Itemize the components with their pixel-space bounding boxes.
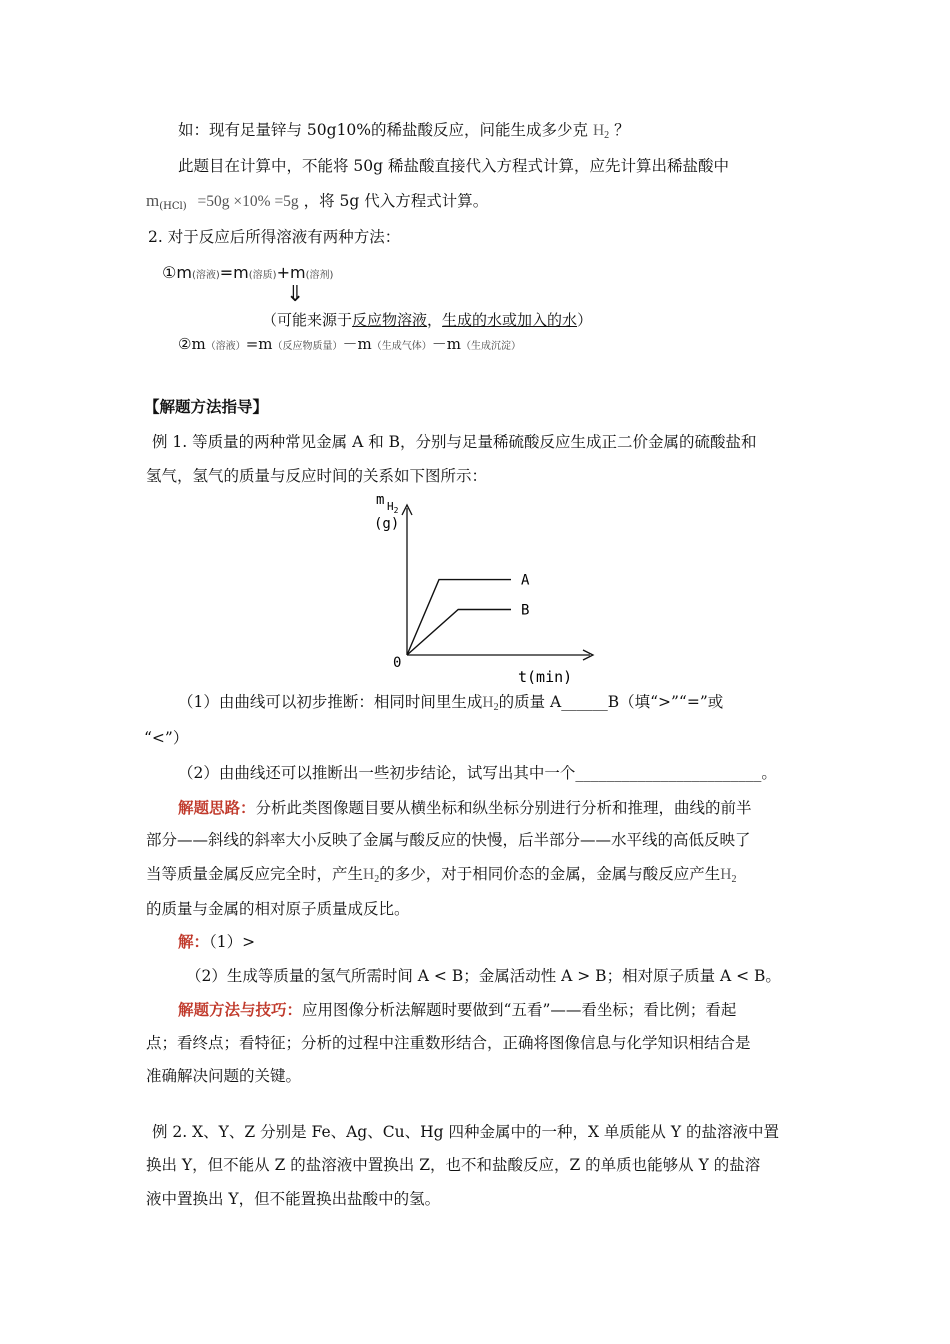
hint-line1: 解题思路：分析此类图像题目要从横坐标和纵坐标分别进行分析和推理，曲线的前半 [178, 798, 752, 817]
answer-blank-1: ______ [561, 693, 608, 711]
series-line-b [407, 610, 511, 656]
intro-para2: 此题目在计算中，不能将 50g 稀盐酸直接代入方程式计算，应先计算出稀盐酸中 [178, 157, 730, 175]
series-label-b: B [521, 602, 530, 619]
question-text: 如：现有足量锌与 50g10%的稀盐酸反应，问能生成多少克 [178, 121, 589, 139]
answer-blank-2: ________________________ [575, 764, 762, 782]
ex1-line1: 例 1. 等质量的两种常见金属 A 和 B，分别与足量稀硫酸反应生成正二价金属的硫酸盐和 [152, 433, 757, 451]
answer-line1: 解：（1）> [178, 932, 256, 951]
formula-note: （可能来源于反应物溶液，生成的水或加入的水） [262, 311, 593, 329]
hint-line3: 当等质量金属反应完全时，产生$H_2$的多少，对于相同价态的金属，金属与酸反应产生$H_2$ [146, 865, 737, 885]
x-axis-label: t(min) [518, 668, 573, 686]
origin-label: 0 [393, 655, 402, 671]
y-axis-label: m [376, 492, 385, 508]
formula-2: ②m（溶液）=m（反应物质量）－m（生成气体）－m（生成沉淀） [178, 335, 521, 353]
technique-line3: 准确解决问题的关键。 [146, 1067, 302, 1085]
h2-mass-time-chart [360, 490, 620, 690]
y-axis-unit: (g) [374, 516, 400, 532]
ex1-q1: （1）由曲线可以初步推断：相同时间里生成$H_2$的质量 A______B（填“>”“=”或 [178, 693, 724, 713]
section-title: 【解题方法指导】 [144, 397, 269, 416]
hint-line2: 部分——斜线的斜率大小反映了金属与酸反应的快慢，后半部分——水平线的高低反映了 [146, 831, 751, 849]
y-axis-label-h2: $H_2$ [387, 500, 399, 515]
methods-title: 2. 对于反应后所得溶液有两种方法： [148, 228, 401, 246]
hint-label: 解题思路： [178, 798, 256, 817]
ex1-q1-cont: “<”） [144, 729, 189, 747]
formula-1: ①m(溶液)=m(溶质)+m(溶剂) [162, 263, 334, 282]
down-arrow-icon: ⇓ [286, 282, 305, 307]
technique-label: 解题方法与技巧： [178, 1000, 303, 1019]
series-line-a [407, 580, 511, 655]
calc-expression: =50g ×10% =5g [197, 193, 299, 210]
technique-line2: 点；看终点；看特征；分析的过程中注重数形结合，正确将图像信息与化学知识相结合是 [146, 1034, 751, 1052]
intro-para3: $m_{(HCl)} =50g \times 10\% =5g$ ，将 5g 代入方程式计算。 [146, 191, 489, 212]
series-label-a: A [521, 572, 530, 589]
question-end: ？ [614, 121, 630, 139]
ex2-line3: 液中置换出 Y，但不能置换出盐酸中的氢。 [146, 1190, 441, 1208]
h2-symbol: $H_2$ [592, 122, 610, 141]
ex2-line1: 例 2. X、Y、Z 分别是 Fe、Ag、Cu、Hg 四种金属中的一种，X 单质能从 Y 的盐溶液中置 [152, 1123, 779, 1141]
hint-line4: 的质量与金属的相对原子质量成反比。 [146, 900, 410, 918]
technique-line1: 解题方法与技巧：应用图像分析法解题时要做到“五看”——看坐标；看比例；看起 [178, 1000, 737, 1019]
ex1-line2: 氢气，氢气的质量与反应时间的关系如下图所示： [146, 467, 488, 485]
answer-line2: （2）生成等质量的氢气所需时间 A < B；金属活动性 A > B；相对原子质量 A < B。 [186, 967, 781, 985]
ex1-q2: （2）由曲线还可以推断出一些初步结论，试写出其中一个________________________。 [178, 764, 777, 782]
answer-label: 解： [178, 932, 210, 951]
intro-question [178, 119, 630, 147]
ex2-line2: 换出 Y，但不能从 Z 的盐溶液中置换出 Z，也不和盐酸反应，Z 的单质也能够从 Y 的盐溶 [146, 1156, 761, 1174]
